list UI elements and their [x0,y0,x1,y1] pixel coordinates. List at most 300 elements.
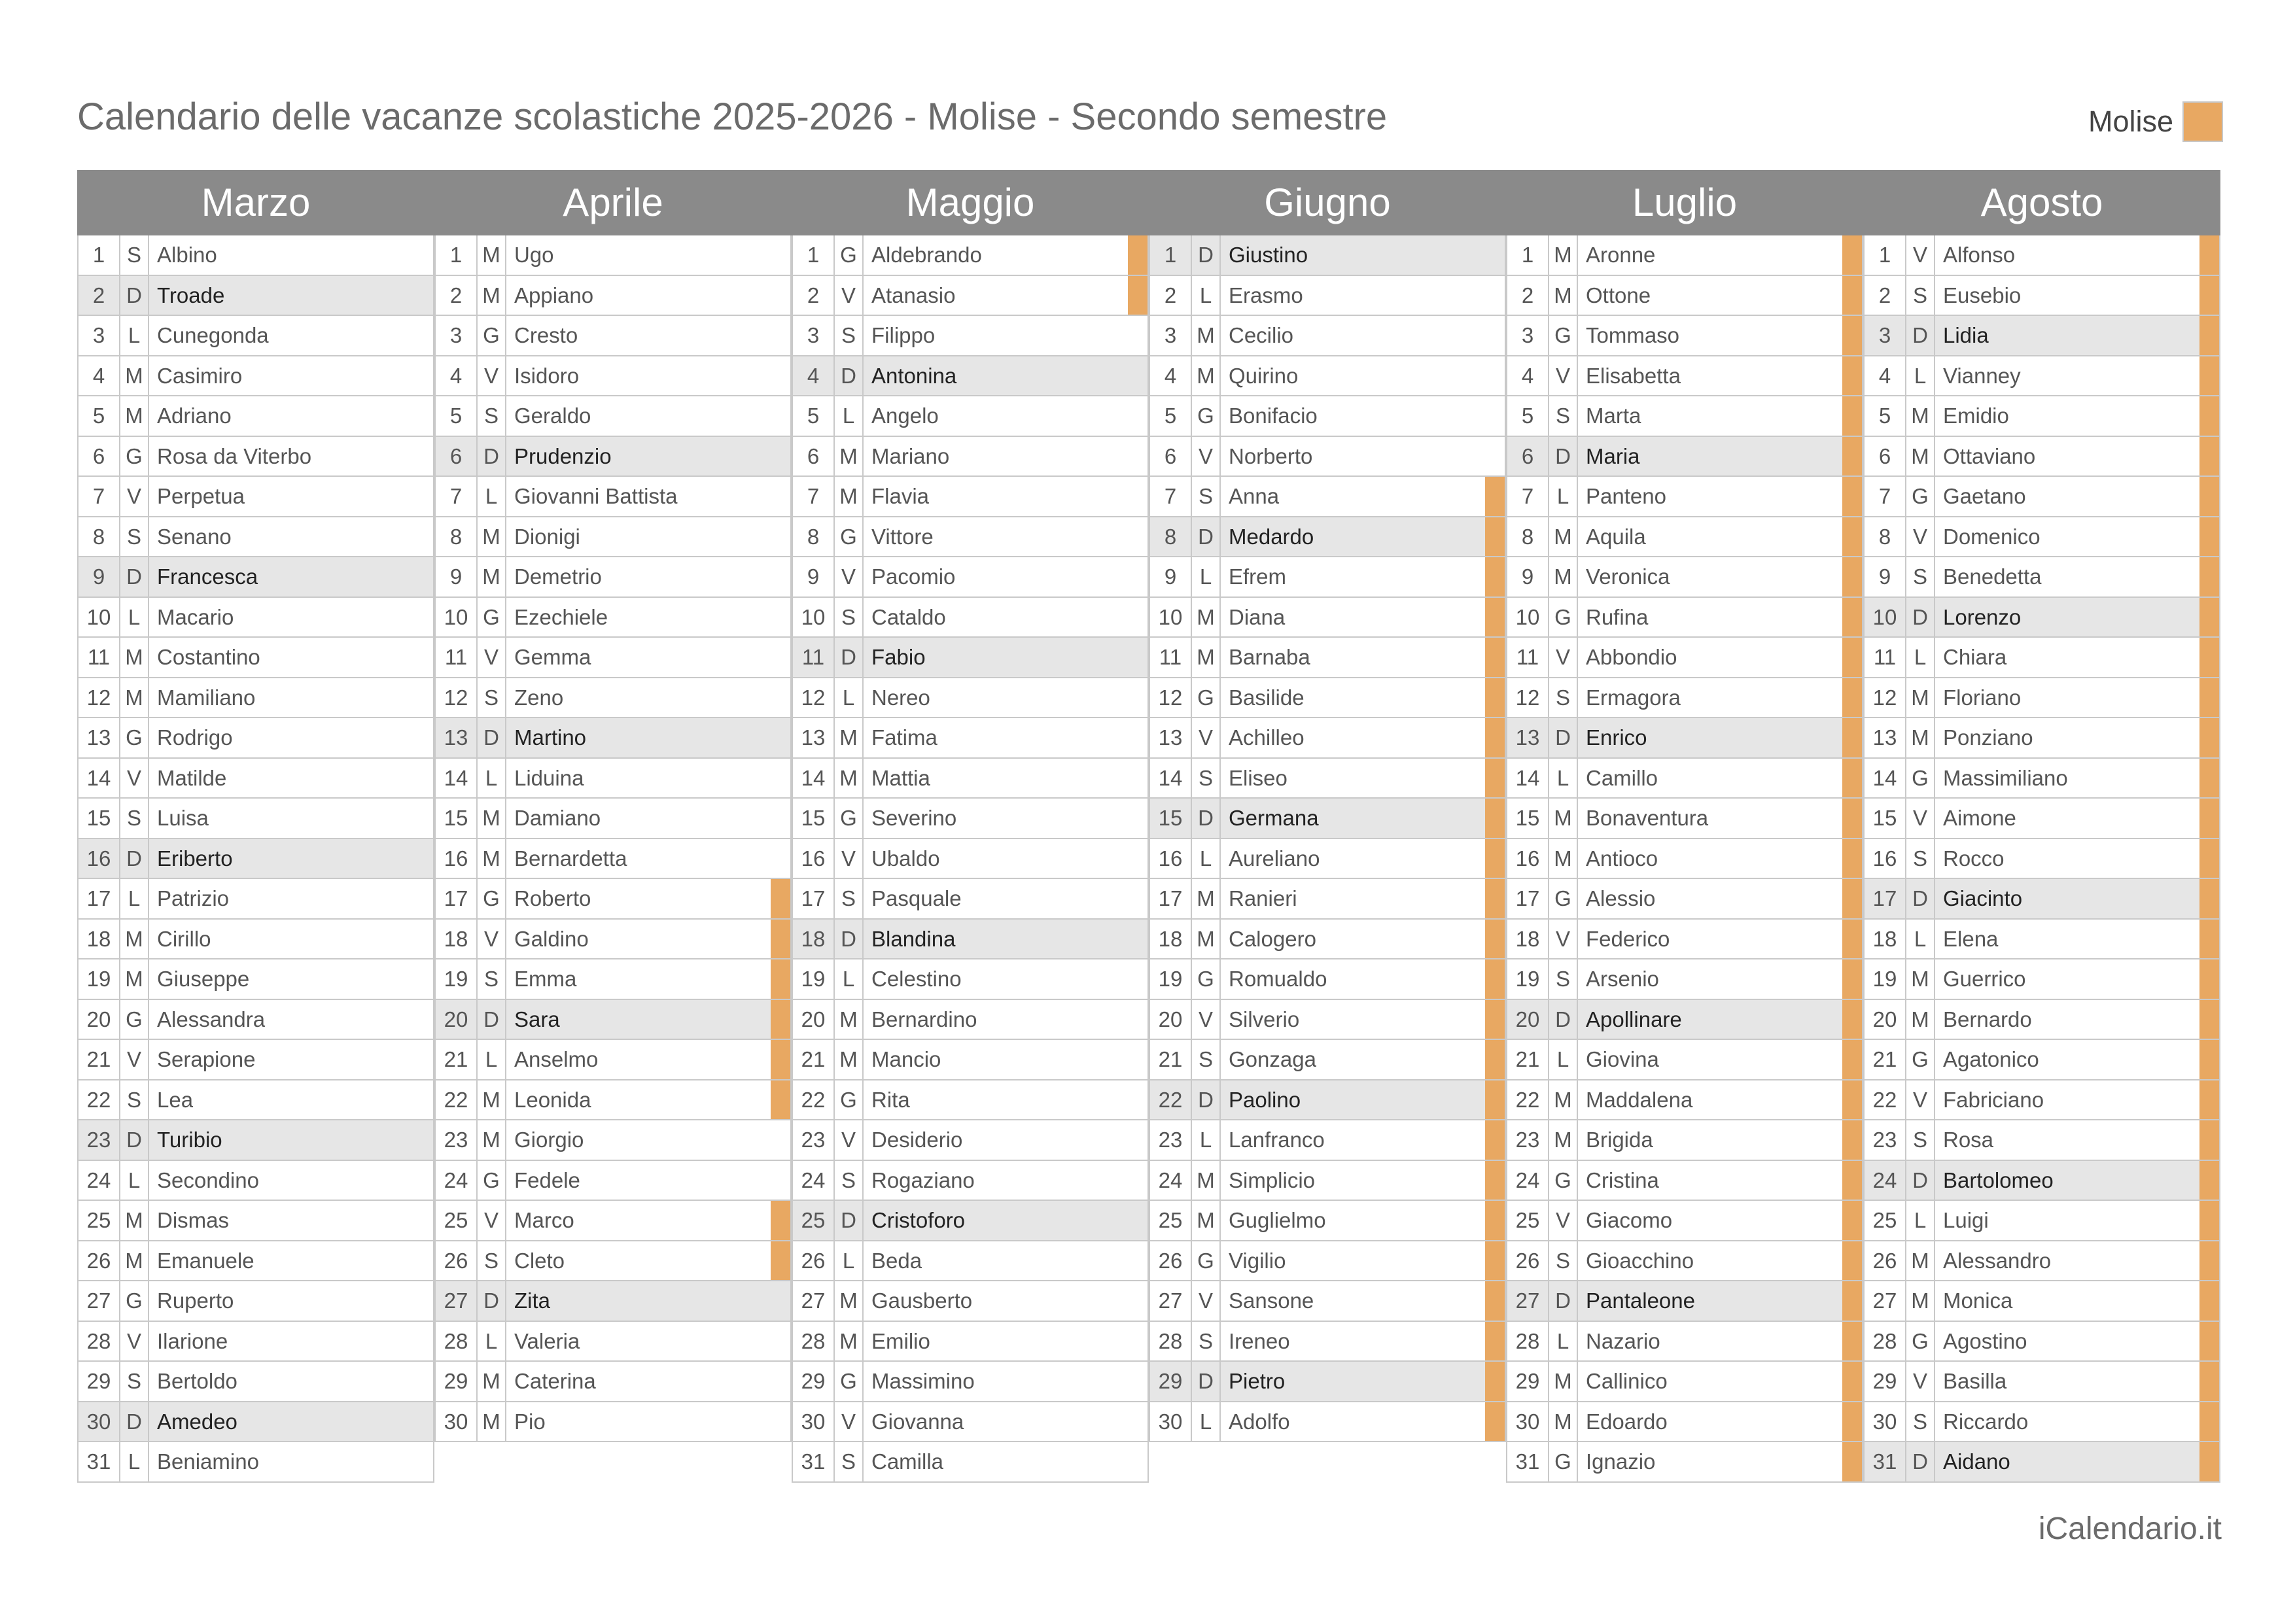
holiday-marker [771,879,792,918]
day-number: 1 [793,235,835,275]
saint-name: Basilla [1943,1369,2007,1393]
day-row [792,557,1149,598]
holiday-marker [771,1201,792,1240]
saint-name: Bartolomeo [1943,1167,2054,1192]
day-number: 25 [79,1201,120,1240]
weekday-letter: L [120,879,149,918]
day-number: 8 [1865,517,1906,557]
day-number: 22 [1865,1080,1906,1120]
month-name: Giugno [1264,181,1391,224]
day-row [1863,638,2220,678]
day-row [77,1442,434,1483]
holiday-marker [1485,1080,1506,1120]
saint-name: Angelo [871,404,939,428]
saint-name: Cleto [514,1248,565,1273]
saint-name: Mariano [871,443,950,468]
day-row [1149,718,1506,759]
holiday-marker [1485,839,1506,878]
holiday-marker [1842,437,1863,476]
day-row [1863,1281,2220,1322]
day-row [1863,1201,2220,1241]
weekday-letter: M [1906,1241,1935,1281]
day-number: 7 [436,477,478,516]
saint-name: Gausberto [871,1288,973,1313]
holiday-marker [771,396,792,436]
day-row [1149,678,1506,719]
weekday-letter: M [1192,598,1221,637]
day-number: 27 [79,1281,120,1321]
holiday-marker [1842,718,1863,757]
day-number: 9 [436,557,478,596]
day-row [1863,678,2220,719]
saint-name: Lanfranco [1229,1128,1325,1152]
weekday-letter: D [1192,1080,1221,1120]
day-number: 15 [1150,799,1192,838]
day-number: 9 [1865,557,1906,596]
holiday-marker [771,598,792,637]
weekday-letter: L [1192,1120,1221,1160]
holiday-marker [1485,718,1506,757]
weekday-letter: D [1192,235,1221,275]
holiday-marker [413,1000,434,1039]
day-row [77,759,434,799]
day-row [792,1241,1149,1282]
saint-name: Anselmo [514,1047,599,1071]
holiday-marker [1128,356,1149,396]
holiday-marker [1842,759,1863,798]
holiday-marker [1842,1362,1863,1401]
day-number: 3 [79,316,120,355]
weekday-letter: S [1549,1241,1578,1281]
saint-name: Arsenio [1586,967,1659,991]
holiday-marker [413,959,434,999]
saint-name: Fedele [514,1167,580,1192]
day-row [77,1201,434,1241]
weekday-letter: M [1549,235,1578,275]
day-number: 31 [793,1442,835,1481]
day-row [434,1362,792,1402]
weekday-letter: L [1192,839,1221,878]
holiday-marker [771,437,792,476]
saint-name: Ugo [514,243,554,267]
holiday-marker [1128,678,1149,717]
holiday-marker [413,1080,434,1120]
saint-name: Giovanni Battista [514,484,678,508]
day-number: 24 [793,1161,835,1200]
weekday-letter: D [835,1201,864,1240]
saint-name: Gaetano [1943,484,2026,508]
day-row [1149,316,1506,356]
weekday-letter: L [1549,759,1578,798]
day-number: 18 [79,920,120,959]
holiday-marker [771,1362,792,1401]
holiday-marker [1128,839,1149,878]
day-row [1863,356,2220,397]
saint-name: Secondino [157,1167,259,1192]
saint-name: Desiderio [871,1128,963,1152]
saint-name: Eusebio [1943,283,2022,307]
month-name: Marzo [201,181,311,224]
holiday-marker [1842,1241,1863,1281]
weekday-letter: M [1192,638,1221,677]
saint-name: Aldebrando [871,243,982,267]
day-row [1863,235,2220,276]
day-row [1149,517,1506,558]
weekday-letter: S [1906,1402,1935,1442]
day-row [792,1040,1149,1080]
day-number: 28 [1507,1322,1549,1361]
day-number: 30 [1150,1402,1192,1442]
day-number: 14 [436,759,478,798]
saint-name: Filippo [871,323,936,347]
saint-name: Aquila [1586,524,1646,549]
day-number: 28 [793,1322,835,1361]
day-number: 3 [793,316,835,355]
saint-name: Apollinare [1586,1007,1682,1031]
weekday-letter: L [1906,638,1935,677]
holiday-marker [413,1161,434,1200]
day-row [1506,678,1863,719]
day-number: 6 [1150,437,1192,476]
day-number: 13 [436,718,478,757]
day-row [1506,1161,1863,1201]
saint-name: Leonida [514,1087,591,1112]
day-row [1863,1161,2220,1201]
weekday-letter: M [835,1322,864,1361]
day-number: 23 [793,1120,835,1160]
weekday-letter: M [1549,517,1578,557]
weekday-letter: L [835,959,864,999]
day-number: 20 [79,1000,120,1039]
weekday-letter: M [1549,839,1578,878]
saint-name: Riccardo [1943,1409,2029,1434]
weekday-letter: G [1192,678,1221,717]
holiday-marker [413,759,434,798]
weekday-letter: D [478,718,506,757]
day-number: 10 [1865,598,1906,637]
day-number: 4 [793,356,835,396]
holiday-marker [1128,1281,1149,1321]
day-row [1506,1281,1863,1322]
saint-name: Elisabetta [1586,363,1681,388]
weekday-letter: S [1906,276,1935,315]
weekday-letter: M [1192,1161,1221,1200]
day-number: 5 [1507,396,1549,436]
weekday-letter: L [1192,557,1221,596]
day-row [434,437,792,477]
saint-name: Celestino [871,967,962,991]
saint-name: Dismas [157,1208,230,1232]
weekday-letter: M [1906,1281,1935,1321]
weekday-letter: V [1906,235,1935,275]
day-row [434,879,792,920]
day-number: 1 [436,235,478,275]
weekday-letter: G [1192,959,1221,999]
saint-name: Bertoldo [157,1369,237,1393]
day-row [1863,1080,2220,1121]
holiday-marker [771,638,792,677]
weekday-letter: M [1549,1120,1578,1160]
saint-name: Quirino [1229,363,1299,388]
holiday-marker [413,638,434,677]
day-row [77,356,434,397]
saint-name: Zeno [514,685,564,710]
saint-name: Norberto [1229,443,1313,468]
site-credit: iCalendario.it [2038,1512,2222,1546]
day-number: 14 [1507,759,1549,798]
day-number: 22 [793,1080,835,1120]
day-number: 22 [1150,1080,1192,1120]
weekday-letter: M [1192,1201,1221,1240]
day-row [792,356,1149,397]
day-row [1149,879,1506,920]
day-row [1863,759,2220,799]
holiday-marker [413,396,434,436]
weekday-letter: M [478,1120,506,1160]
saint-name: Perpetua [157,484,245,508]
day-number: 11 [1507,638,1549,677]
day-row [434,1201,792,1241]
saint-name: Giovina [1586,1047,1659,1071]
saint-name: Floriano [1943,685,2022,710]
weekday-letter: V [1549,920,1578,959]
day-row [1863,879,2220,920]
weekday-letter: M [835,718,864,757]
weekday-letter: D [1549,718,1578,757]
day-number: 29 [1507,1362,1549,1401]
weekday-letter: L [1906,1201,1935,1240]
weekday-letter: V [1192,1000,1221,1039]
weekday-letter: V [1906,1362,1935,1401]
day-number: 4 [1150,356,1192,396]
saint-name: Eriberto [157,846,233,871]
weekday-letter: S [120,799,149,838]
day-number: 4 [436,356,478,396]
saint-name: Martino [514,725,587,750]
day-row [77,276,434,317]
day-row [792,1080,1149,1121]
saint-name: Germana [1229,806,1319,830]
holiday-marker [1842,678,1863,717]
saint-name: Cristoforo [871,1208,966,1232]
holiday-marker [1128,557,1149,596]
holiday-marker [2199,1402,2220,1442]
holiday-marker [1842,235,1863,275]
weekday-letter: M [120,396,149,436]
weekday-letter: V [478,1201,506,1240]
holiday-marker [771,316,792,355]
legend-label: Molise [2088,105,2173,138]
holiday-marker [1485,1000,1506,1039]
weekday-letter: S [835,1442,864,1481]
weekday-letter: L [478,477,506,516]
day-number: 1 [1507,235,1549,275]
day-number: 6 [436,437,478,476]
day-row [77,879,434,920]
day-number: 18 [1150,920,1192,959]
day-number: 2 [1150,276,1192,315]
day-number: 14 [79,759,120,798]
day-number: 29 [1865,1362,1906,1401]
holiday-marker [1485,1322,1506,1361]
saint-name: Calogero [1229,926,1316,951]
weekday-letter: G [1906,477,1935,516]
saint-name: Giorgio [514,1128,584,1152]
month-name: Luglio [1632,181,1738,224]
saint-name: Macario [157,604,234,629]
holiday-marker [1842,396,1863,436]
holiday-marker [771,1281,792,1321]
holiday-marker [1128,638,1149,677]
month-name: Agosto [1980,181,2103,224]
holiday-marker [1842,1120,1863,1160]
day-number: 15 [1865,799,1906,838]
weekday-letter: M [835,1000,864,1039]
day-row [1149,1241,1506,1282]
day-number: 12 [79,678,120,717]
holiday-marker [1128,1241,1149,1281]
day-number: 17 [1507,879,1549,918]
weekday-letter: M [478,1402,506,1442]
day-row [77,718,434,759]
saint-name: Rosa da Viterbo [157,443,312,468]
day-number: 13 [79,718,120,757]
day-row [434,1120,792,1161]
day-row [434,235,792,276]
saint-name: Mattia [871,765,930,790]
day-number: 16 [79,839,120,878]
day-number: 6 [1507,437,1549,476]
holiday-marker [413,1442,434,1481]
day-row [77,235,434,276]
weekday-letter: G [835,799,864,838]
holiday-marker [2199,1120,2220,1160]
weekday-letter: G [1906,1040,1935,1079]
holiday-marker [413,235,434,275]
holiday-marker [413,1281,434,1321]
day-row [1863,799,2220,839]
weekday-letter: S [835,316,864,355]
day-number: 31 [1865,1442,1906,1481]
saint-name: Adolfo [1229,1409,1290,1434]
day-number: 7 [1507,477,1549,516]
saint-name: Pacomio [871,564,956,589]
saint-name: Abbondio [1586,645,1677,669]
holiday-marker [413,517,434,557]
weekday-letter: S [478,396,506,436]
holiday-marker [413,276,434,315]
holiday-marker [2199,1241,2220,1281]
saint-name: Tommaso [1586,323,1680,347]
weekday-letter: V [120,477,149,516]
holiday-marker [771,1241,792,1281]
day-number: 6 [1865,437,1906,476]
day-row [434,1161,792,1201]
day-row [1863,959,2220,1000]
day-number: 2 [1865,276,1906,315]
saint-name: Matilde [157,765,227,790]
holiday-marker [771,517,792,557]
day-row [1506,557,1863,598]
day-row [1863,276,2220,317]
day-row [434,1000,792,1041]
holiday-marker [413,557,434,596]
saint-name: Camilla [871,1449,944,1474]
day-number: 7 [1865,477,1906,516]
weekday-letter: M [1906,1000,1935,1039]
weekday-letter: M [1192,316,1221,355]
weekday-letter: L [120,598,149,637]
day-row [1149,276,1506,317]
saint-name: Caterina [514,1369,596,1393]
saint-name: Medardo [1229,524,1314,549]
saint-name: Agostino [1943,1328,2027,1353]
day-row [792,759,1149,799]
day-number: 21 [1865,1040,1906,1079]
holiday-marker [1842,638,1863,677]
weekday-letter: G [478,598,506,637]
weekday-letter: S [478,678,506,717]
weekday-letter: M [478,1362,506,1401]
day-number: 25 [1150,1201,1192,1240]
saint-name: Elena [1943,926,1999,951]
day-row [1149,1000,1506,1041]
day-row [434,959,792,1000]
holiday-marker [2199,718,2220,757]
saint-name: Pio [514,1409,546,1434]
holiday-marker [771,1040,792,1079]
holiday-marker [1128,920,1149,959]
weekday-letter: S [1192,1040,1221,1079]
weekday-letter: M [120,920,149,959]
weekday-letter: M [478,276,506,315]
holiday-marker [1128,1040,1149,1079]
weekday-letter: V [1906,517,1935,557]
holiday-marker [1842,1281,1863,1321]
day-row [1863,1120,2220,1161]
weekday-letter: L [835,1241,864,1281]
day-row [1863,598,2220,638]
saint-name: Vigilio [1229,1248,1286,1273]
day-row [1506,839,1863,880]
month-column [1863,235,2220,1483]
weekday-letter: M [835,759,864,798]
day-number: 26 [1865,1241,1906,1281]
weekday-letter: G [1549,879,1578,918]
day-row [1863,920,2220,960]
holiday-marker [413,920,434,959]
saint-name: Beniamino [157,1449,259,1474]
holiday-marker [2199,638,2220,677]
weekday-letter: L [835,396,864,436]
day-row [1506,638,1863,678]
weekday-letter: L [1906,920,1935,959]
day-number: 26 [436,1241,478,1281]
day-row [1506,718,1863,759]
weekday-letter: V [835,557,864,596]
saint-name: Rocco [1943,846,2005,871]
day-row [1149,839,1506,880]
weekday-letter: M [1549,276,1578,315]
weekday-letter: S [478,1241,506,1281]
holiday-marker [2199,235,2220,275]
holiday-marker [1485,1402,1506,1442]
weekday-letter: M [120,959,149,999]
saint-name: Basilide [1229,685,1305,710]
holiday-marker [1128,477,1149,516]
day-number: 9 [1507,557,1549,596]
saint-name: Fatima [871,725,937,750]
